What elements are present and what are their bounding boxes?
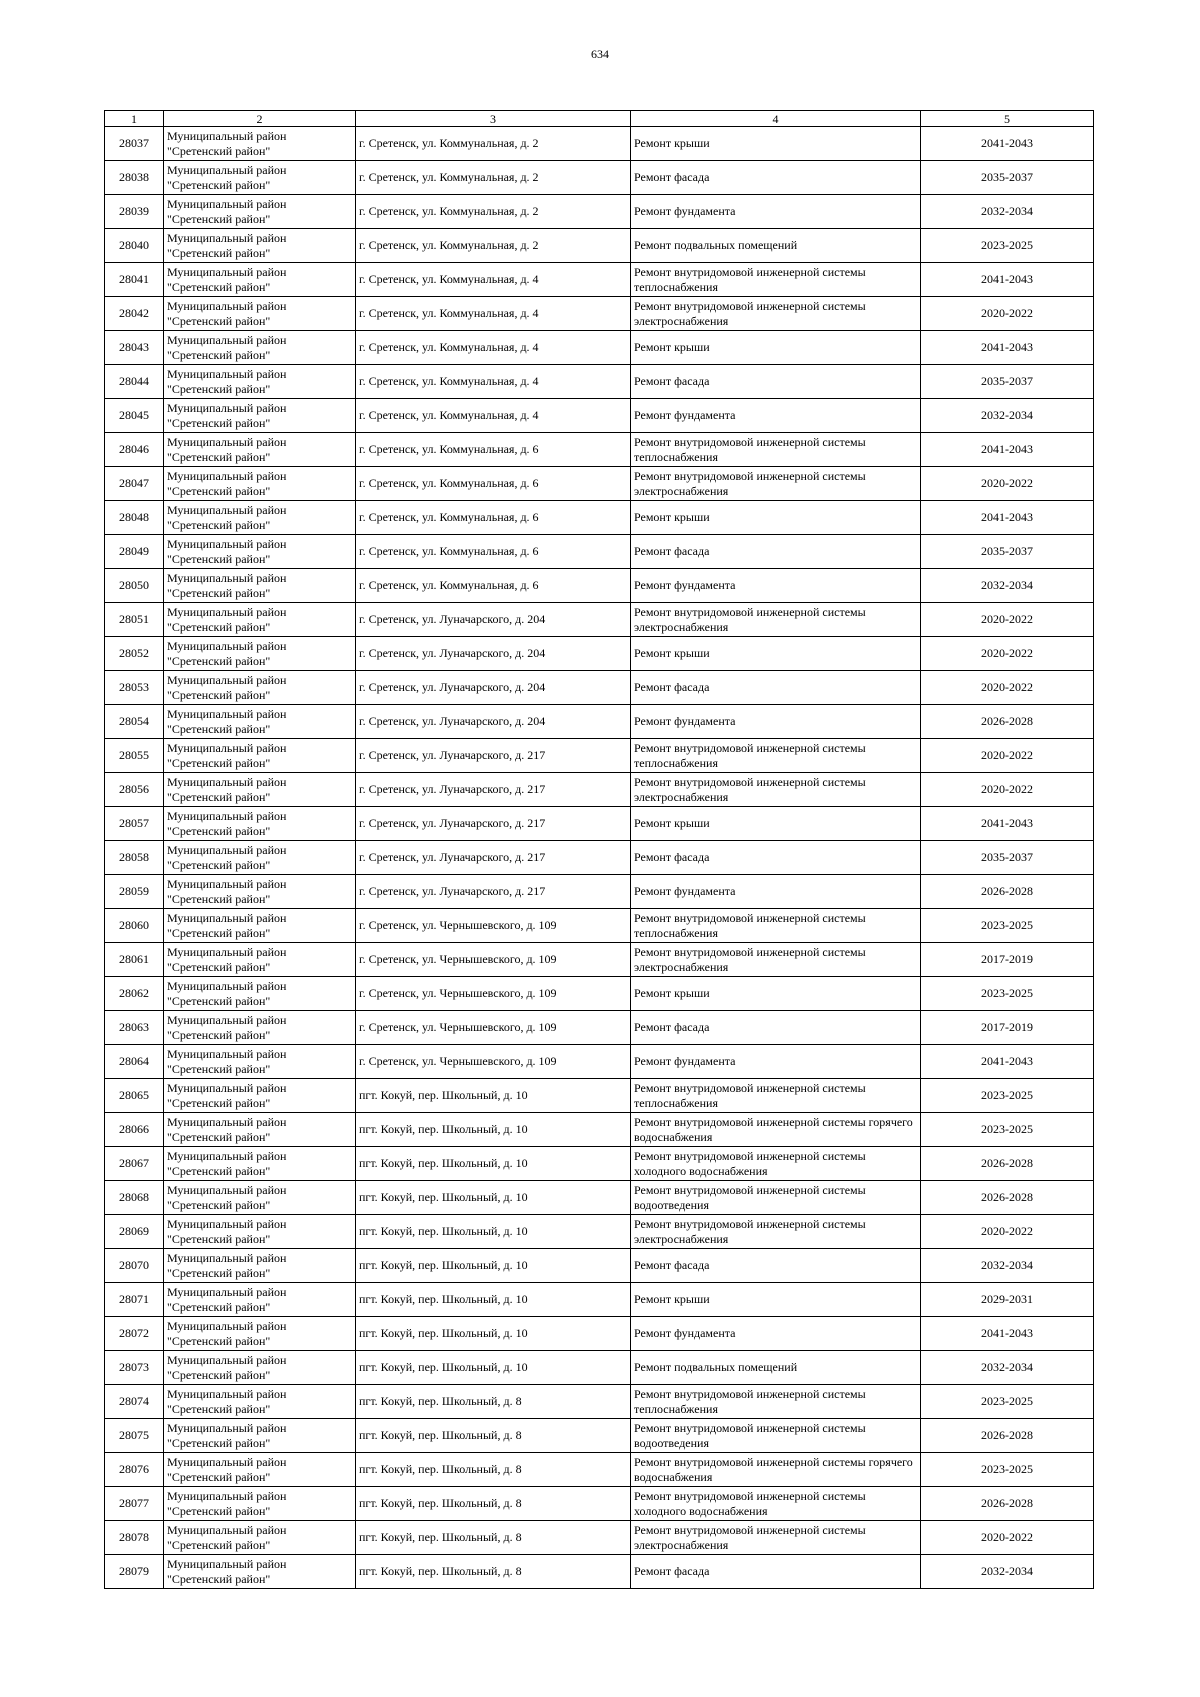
work-type-cell: Ремонт внутридомовой инженерной системы теплоснабжения — [631, 909, 921, 943]
table-row — [105, 195, 1094, 229]
years-cell: 2035-2037 — [921, 535, 1094, 569]
work-type-cell: Ремонт фундамента — [631, 569, 921, 603]
row-number-cell: 28068 — [105, 1181, 164, 1215]
table-row — [105, 365, 1094, 399]
municipality-cell: Муниципальный район "Сретенский район" — [164, 365, 356, 399]
row-number-cell: 28048 — [105, 501, 164, 535]
row-number-cell: 28067 — [105, 1147, 164, 1181]
years-cell: 2041-2043 — [921, 501, 1094, 535]
row-number-cell: 28043 — [105, 331, 164, 365]
column-header: 1 — [105, 111, 164, 127]
municipality-cell: Муниципальный район "Сретенский район" — [164, 1453, 356, 1487]
address-cell: г. Сретенск, ул. Коммунальная, д. 4 — [356, 331, 631, 365]
municipality-cell: Муниципальный район "Сретенский район" — [164, 841, 356, 875]
municipality-cell: Муниципальный район "Сретенский район" — [164, 297, 356, 331]
table-row — [105, 127, 1094, 161]
municipality-cell: Муниципальный район "Сретенский район" — [164, 229, 356, 263]
address-cell: г. Сретенск, ул. Луначарского, д. 217 — [356, 773, 631, 807]
years-cell: 2032-2034 — [921, 1555, 1094, 1589]
municipality-cell: Муниципальный район "Сретенский район" — [164, 1283, 356, 1317]
address-cell: г. Сретенск, ул. Чернышевского, д. 109 — [356, 1045, 631, 1079]
years-cell: 2023-2025 — [921, 1385, 1094, 1419]
work-type-cell: Ремонт внутридомовой инженерной системы водоотведения — [631, 1419, 921, 1453]
work-type-cell: Ремонт фасада — [631, 1011, 921, 1045]
work-type-cell: Ремонт крыши — [631, 807, 921, 841]
table-row — [105, 739, 1094, 773]
municipality-cell: Муниципальный район "Сретенский район" — [164, 977, 356, 1011]
years-cell: 2041-2043 — [921, 331, 1094, 365]
work-type-cell: Ремонт фундамента — [631, 399, 921, 433]
work-type-cell: Ремонт фундамента — [631, 1045, 921, 1079]
table-row — [105, 603, 1094, 637]
work-type-cell: Ремонт крыши — [631, 977, 921, 1011]
municipality-cell: Муниципальный район "Сретенский район" — [164, 1181, 356, 1215]
row-number-cell: 28045 — [105, 399, 164, 433]
municipality-cell: Муниципальный район "Сретенский район" — [164, 875, 356, 909]
table-row — [105, 1079, 1094, 1113]
years-cell: 2020-2022 — [921, 1521, 1094, 1555]
column-header: 3 — [356, 111, 631, 127]
table-row — [105, 1385, 1094, 1419]
table-row — [105, 841, 1094, 875]
table-row — [105, 1249, 1094, 1283]
row-number-cell: 28079 — [105, 1555, 164, 1589]
address-cell: г. Сретенск, ул. Луначарского, д. 217 — [356, 841, 631, 875]
address-cell: г. Сретенск, ул. Чернышевского, д. 109 — [356, 943, 631, 977]
municipality-cell: Муниципальный район "Сретенский район" — [164, 195, 356, 229]
address-cell: г. Сретенск, ул. Чернышевского, д. 109 — [356, 1011, 631, 1045]
address-cell: г. Сретенск, ул. Луначарского, д. 217 — [356, 739, 631, 773]
table-row — [105, 977, 1094, 1011]
work-type-cell: Ремонт крыши — [631, 501, 921, 535]
row-number-cell: 28055 — [105, 739, 164, 773]
years-cell: 2026-2028 — [921, 1181, 1094, 1215]
table-row — [105, 1419, 1094, 1453]
municipality-cell: Муниципальный район "Сретенский район" — [164, 1487, 356, 1521]
municipality-cell: Муниципальный район "Сретенский район" — [164, 1419, 356, 1453]
years-cell: 2041-2043 — [921, 807, 1094, 841]
municipality-cell: Муниципальный район "Сретенский район" — [164, 569, 356, 603]
municipality-cell: Муниципальный район "Сретенский район" — [164, 1113, 356, 1147]
address-cell: г. Сретенск, ул. Чернышевского, д. 109 — [356, 977, 631, 1011]
table-body — [105, 127, 1094, 1589]
address-cell: г. Сретенск, ул. Коммунальная, д. 2 — [356, 161, 631, 195]
years-cell: 2023-2025 — [921, 909, 1094, 943]
row-number-cell: 28054 — [105, 705, 164, 739]
address-cell: пгт. Кокуй, пер. Школьный, д. 10 — [356, 1079, 631, 1113]
years-cell: 2041-2043 — [921, 433, 1094, 467]
table-row — [105, 1317, 1094, 1351]
address-cell: пгт. Кокуй, пер. Школьный, д. 8 — [356, 1487, 631, 1521]
years-cell: 2023-2025 — [921, 1113, 1094, 1147]
row-number-cell: 28050 — [105, 569, 164, 603]
address-cell: г. Сретенск, ул. Луначарского, д. 204 — [356, 603, 631, 637]
municipality-cell: Муниципальный район "Сретенский район" — [164, 1555, 356, 1589]
row-number-cell: 28070 — [105, 1249, 164, 1283]
table-row — [105, 501, 1094, 535]
address-cell: г. Сретенск, ул. Луначарского, д. 204 — [356, 705, 631, 739]
years-cell: 2041-2043 — [921, 1317, 1094, 1351]
table-row — [105, 399, 1094, 433]
table-row — [105, 1147, 1094, 1181]
address-cell: г. Сретенск, ул. Коммунальная, д. 2 — [356, 229, 631, 263]
work-type-cell: Ремонт внутридомовой инженерной системы электроснабжения — [631, 467, 921, 501]
row-number-cell: 28046 — [105, 433, 164, 467]
work-type-cell: Ремонт внутридомовой инженерной системы холодного водоснабжения — [631, 1147, 921, 1181]
municipality-cell: Муниципальный район "Сретенский район" — [164, 467, 356, 501]
table-row — [105, 1181, 1094, 1215]
row-number-cell: 28078 — [105, 1521, 164, 1555]
row-number-cell: 28059 — [105, 875, 164, 909]
work-type-cell: Ремонт крыши — [631, 331, 921, 365]
municipality-cell: Муниципальный район "Сретенский район" — [164, 1147, 356, 1181]
years-cell: 2035-2037 — [921, 841, 1094, 875]
table-row — [105, 909, 1094, 943]
address-cell: пгт. Кокуй, пер. Школьный, д. 10 — [356, 1215, 631, 1249]
municipality-cell: Муниципальный район "Сретенский район" — [164, 1215, 356, 1249]
municipality-cell: Муниципальный район "Сретенский район" — [164, 705, 356, 739]
work-type-cell: Ремонт внутридомовой инженерной системы электроснабжения — [631, 1521, 921, 1555]
row-number-cell: 28047 — [105, 467, 164, 501]
table-row — [105, 637, 1094, 671]
years-cell: 2020-2022 — [921, 773, 1094, 807]
work-type-cell: Ремонт внутридомовой инженерной системы водоотведения — [631, 1181, 921, 1215]
row-number-cell: 28039 — [105, 195, 164, 229]
table-row — [105, 773, 1094, 807]
row-number-cell: 28061 — [105, 943, 164, 977]
work-type-cell: Ремонт фасада — [631, 841, 921, 875]
work-type-cell: Ремонт фасада — [631, 671, 921, 705]
address-cell: г. Сретенск, ул. Луначарского, д. 217 — [356, 807, 631, 841]
row-number-cell: 28071 — [105, 1283, 164, 1317]
row-number-cell: 28041 — [105, 263, 164, 297]
years-cell: 2020-2022 — [921, 1215, 1094, 1249]
table-row — [105, 875, 1094, 909]
table-header — [105, 111, 1094, 127]
table-row — [105, 1521, 1094, 1555]
table-row — [105, 1555, 1094, 1589]
table-row — [105, 705, 1094, 739]
years-cell: 2020-2022 — [921, 297, 1094, 331]
municipality-cell: Муниципальный район "Сретенский район" — [164, 773, 356, 807]
table-row — [105, 1487, 1094, 1521]
years-cell: 2020-2022 — [921, 637, 1094, 671]
work-type-cell: Ремонт внутридомовой инженерной системы теплоснабжения — [631, 263, 921, 297]
work-type-cell: Ремонт фундамента — [631, 1317, 921, 1351]
work-type-cell: Ремонт внутридомовой инженерной системы холодного водоснабжения — [631, 1487, 921, 1521]
row-number-cell: 28057 — [105, 807, 164, 841]
years-cell: 2032-2034 — [921, 195, 1094, 229]
municipality-cell: Муниципальный район "Сретенский район" — [164, 1385, 356, 1419]
years-cell: 2041-2043 — [921, 263, 1094, 297]
years-cell: 2023-2025 — [921, 229, 1094, 263]
table-row — [105, 1011, 1094, 1045]
row-number-cell: 28060 — [105, 909, 164, 943]
work-type-cell: Ремонт фасада — [631, 161, 921, 195]
years-cell: 2023-2025 — [921, 1079, 1094, 1113]
work-type-cell: Ремонт внутридомовой инженерной системы теплоснабжения — [631, 433, 921, 467]
work-type-cell: Ремонт фасада — [631, 1555, 921, 1589]
table-row — [105, 535, 1094, 569]
row-number-cell: 28042 — [105, 297, 164, 331]
row-number-cell: 28044 — [105, 365, 164, 399]
municipality-cell: Муниципальный район "Сретенский район" — [164, 1351, 356, 1385]
years-cell: 2032-2034 — [921, 569, 1094, 603]
municipality-cell: Муниципальный район "Сретенский район" — [164, 909, 356, 943]
municipality-cell: Муниципальный район "Сретенский район" — [164, 671, 356, 705]
work-type-cell: Ремонт внутридомовой инженерной системы горячего водоснабжения — [631, 1453, 921, 1487]
address-cell: г. Сретенск, ул. Луначарского, д. 217 — [356, 875, 631, 909]
years-cell: 2032-2034 — [921, 1249, 1094, 1283]
years-cell: 2023-2025 — [921, 977, 1094, 1011]
address-cell: пгт. Кокуй, пер. Школьный, д. 10 — [356, 1283, 631, 1317]
address-cell: пгт. Кокуй, пер. Школьный, д. 10 — [356, 1249, 631, 1283]
years-cell: 2035-2037 — [921, 161, 1094, 195]
table-row — [105, 943, 1094, 977]
years-cell: 2026-2028 — [921, 875, 1094, 909]
row-number-cell: 28076 — [105, 1453, 164, 1487]
address-cell: г. Сретенск, ул. Коммунальная, д. 6 — [356, 535, 631, 569]
work-type-cell: Ремонт фундамента — [631, 705, 921, 739]
years-cell: 2041-2043 — [921, 1045, 1094, 1079]
address-cell: г. Сретенск, ул. Луначарского, д. 204 — [356, 671, 631, 705]
work-type-cell: Ремонт внутридомовой инженерной системы теплоснабжения — [631, 1385, 921, 1419]
row-number-cell: 28051 — [105, 603, 164, 637]
years-cell: 2020-2022 — [921, 671, 1094, 705]
column-header: 2 — [164, 111, 356, 127]
table-row — [105, 263, 1094, 297]
municipality-cell: Муниципальный район "Сретенский район" — [164, 1079, 356, 1113]
municipality-cell: Муниципальный район "Сретенский район" — [164, 127, 356, 161]
municipality-cell: Муниципальный район "Сретенский район" — [164, 161, 356, 195]
address-cell: пгт. Кокуй, пер. Школьный, д. 10 — [356, 1317, 631, 1351]
municipality-cell: Муниципальный район "Сретенский район" — [164, 603, 356, 637]
table-row — [105, 807, 1094, 841]
municipality-cell: Муниципальный район "Сретенский район" — [164, 1045, 356, 1079]
row-number-cell: 28075 — [105, 1419, 164, 1453]
address-cell: пгт. Кокуй, пер. Школьный, д. 8 — [356, 1385, 631, 1419]
row-number-cell: 28037 — [105, 127, 164, 161]
years-cell: 2041-2043 — [921, 127, 1094, 161]
address-cell: г. Сретенск, ул. Коммунальная, д. 6 — [356, 501, 631, 535]
work-type-cell: Ремонт внутридомовой инженерной системы теплоснабжения — [631, 739, 921, 773]
years-cell: 2023-2025 — [921, 1453, 1094, 1487]
years-cell: 2032-2034 — [921, 1351, 1094, 1385]
municipality-cell: Муниципальный район "Сретенский район" — [164, 807, 356, 841]
table-row — [105, 1453, 1094, 1487]
row-number-cell: 28040 — [105, 229, 164, 263]
work-type-cell: Ремонт фасада — [631, 365, 921, 399]
years-cell: 2035-2037 — [921, 365, 1094, 399]
municipality-cell: Муниципальный район "Сретенский район" — [164, 433, 356, 467]
work-type-cell: Ремонт фундамента — [631, 875, 921, 909]
address-cell: г. Сретенск, ул. Коммунальная, д. 2 — [356, 195, 631, 229]
address-cell: г. Сретенск, ул. Чернышевского, д. 109 — [356, 909, 631, 943]
row-number-cell: 28038 — [105, 161, 164, 195]
municipality-cell: Муниципальный район "Сретенский район" — [164, 739, 356, 773]
row-number-cell: 28062 — [105, 977, 164, 1011]
years-cell: 2026-2028 — [921, 1487, 1094, 1521]
header-row — [105, 111, 1094, 127]
table-row — [105, 1045, 1094, 1079]
address-cell: г. Сретенск, ул. Коммунальная, д. 6 — [356, 467, 631, 501]
municipality-cell: Муниципальный район "Сретенский район" — [164, 399, 356, 433]
table-row — [105, 467, 1094, 501]
table-row — [105, 1351, 1094, 1385]
table-row — [105, 1113, 1094, 1147]
row-number-cell: 28052 — [105, 637, 164, 671]
address-cell: пгт. Кокуй, пер. Школьный, д. 8 — [356, 1419, 631, 1453]
work-type-cell: Ремонт внутридомовой инженерной системы горячего водоснабжения — [631, 1113, 921, 1147]
table-row — [105, 297, 1094, 331]
work-type-cell: Ремонт крыши — [631, 1283, 921, 1317]
table-row — [105, 1215, 1094, 1249]
table-row — [105, 161, 1094, 195]
work-type-cell: Ремонт фасада — [631, 535, 921, 569]
column-header: 4 — [631, 111, 921, 127]
work-type-cell: Ремонт внутридомовой инженерной системы теплоснабжения — [631, 1079, 921, 1113]
address-cell: г. Сретенск, ул. Луначарского, д. 204 — [356, 637, 631, 671]
address-cell: г. Сретенск, ул. Коммунальная, д. 6 — [356, 433, 631, 467]
municipality-cell: Муниципальный район "Сретенский район" — [164, 263, 356, 297]
work-type-cell: Ремонт внутридомовой инженерной системы электроснабжения — [631, 943, 921, 977]
row-number-cell: 28058 — [105, 841, 164, 875]
table-row — [105, 1283, 1094, 1317]
work-type-cell: Ремонт фундамента — [631, 195, 921, 229]
work-type-cell: Ремонт фасада — [631, 1249, 921, 1283]
table-row — [105, 671, 1094, 705]
years-cell: 2017-2019 — [921, 943, 1094, 977]
work-type-cell: Ремонт внутридомовой инженерной системы электроснабжения — [631, 1215, 921, 1249]
years-cell: 2020-2022 — [921, 603, 1094, 637]
years-cell: 2026-2028 — [921, 1419, 1094, 1453]
address-cell: пгт. Кокуй, пер. Школьный, д. 10 — [356, 1147, 631, 1181]
address-cell: г. Сретенск, ул. Коммунальная, д. 6 — [356, 569, 631, 603]
work-type-cell: Ремонт крыши — [631, 637, 921, 671]
years-cell: 2020-2022 — [921, 467, 1094, 501]
years-cell: 2026-2028 — [921, 1147, 1094, 1181]
address-cell: г. Сретенск, ул. Коммунальная, д. 2 — [356, 127, 631, 161]
work-type-cell: Ремонт подвальных помещений — [631, 229, 921, 263]
row-number-cell: 28073 — [105, 1351, 164, 1385]
row-number-cell: 28074 — [105, 1385, 164, 1419]
years-cell: 2026-2028 — [921, 705, 1094, 739]
work-type-cell: Ремонт внутридомовой инженерной системы электроснабжения — [631, 603, 921, 637]
repair-schedule-table — [104, 110, 1094, 1589]
work-type-cell: Ремонт внутридомовой инженерной системы электроснабжения — [631, 297, 921, 331]
work-type-cell: Ремонт подвальных помещений — [631, 1351, 921, 1385]
row-number-cell: 28066 — [105, 1113, 164, 1147]
years-cell: 2029-2031 — [921, 1283, 1094, 1317]
municipality-cell: Муниципальный район "Сретенский район" — [164, 1317, 356, 1351]
address-cell: пгт. Кокуй, пер. Школьный, д. 10 — [356, 1113, 631, 1147]
address-cell: г. Сретенск, ул. Коммунальная, д. 4 — [356, 399, 631, 433]
municipality-cell: Муниципальный район "Сретенский район" — [164, 1521, 356, 1555]
years-cell: 2020-2022 — [921, 739, 1094, 773]
address-cell: пгт. Кокуй, пер. Школьный, д. 10 — [356, 1351, 631, 1385]
row-number-cell: 28063 — [105, 1011, 164, 1045]
years-cell: 2017-2019 — [921, 1011, 1094, 1045]
table-row — [105, 433, 1094, 467]
work-type-cell: Ремонт крыши — [631, 127, 921, 161]
column-header: 5 — [921, 111, 1094, 127]
municipality-cell: Муниципальный район "Сретенский район" — [164, 501, 356, 535]
table-row — [105, 569, 1094, 603]
table-row — [105, 229, 1094, 263]
row-number-cell: 28065 — [105, 1079, 164, 1113]
row-number-cell: 28064 — [105, 1045, 164, 1079]
address-cell: г. Сретенск, ул. Коммунальная, д. 4 — [356, 365, 631, 399]
municipality-cell: Муниципальный район "Сретенский район" — [164, 637, 356, 671]
municipality-cell: Муниципальный район "Сретенский район" — [164, 331, 356, 365]
page-number: 634 — [591, 47, 609, 61]
row-number-cell: 28072 — [105, 1317, 164, 1351]
address-cell: пгт. Кокуй, пер. Школьный, д. 8 — [356, 1555, 631, 1589]
municipality-cell: Муниципальный район "Сретенский район" — [164, 1011, 356, 1045]
address-cell: пгт. Кокуй, пер. Школьный, д. 8 — [356, 1453, 631, 1487]
address-cell: г. Сретенск, ул. Коммунальная, д. 4 — [356, 297, 631, 331]
row-number-cell: 28053 — [105, 671, 164, 705]
address-cell: пгт. Кокуй, пер. Школьный, д. 8 — [356, 1521, 631, 1555]
row-number-cell: 28077 — [105, 1487, 164, 1521]
address-cell: г. Сретенск, ул. Коммунальная, д. 4 — [356, 263, 631, 297]
years-cell: 2032-2034 — [921, 399, 1094, 433]
row-number-cell: 28069 — [105, 1215, 164, 1249]
row-number-cell: 28056 — [105, 773, 164, 807]
table-row — [105, 331, 1094, 365]
row-number-cell: 28049 — [105, 535, 164, 569]
municipality-cell: Муниципальный район "Сретенский район" — [164, 1249, 356, 1283]
municipality-cell: Муниципальный район "Сретенский район" — [164, 943, 356, 977]
municipality-cell: Муниципальный район "Сретенский район" — [164, 535, 356, 569]
address-cell: пгт. Кокуй, пер. Школьный, д. 10 — [356, 1181, 631, 1215]
work-type-cell: Ремонт внутридомовой инженерной системы электроснабжения — [631, 773, 921, 807]
